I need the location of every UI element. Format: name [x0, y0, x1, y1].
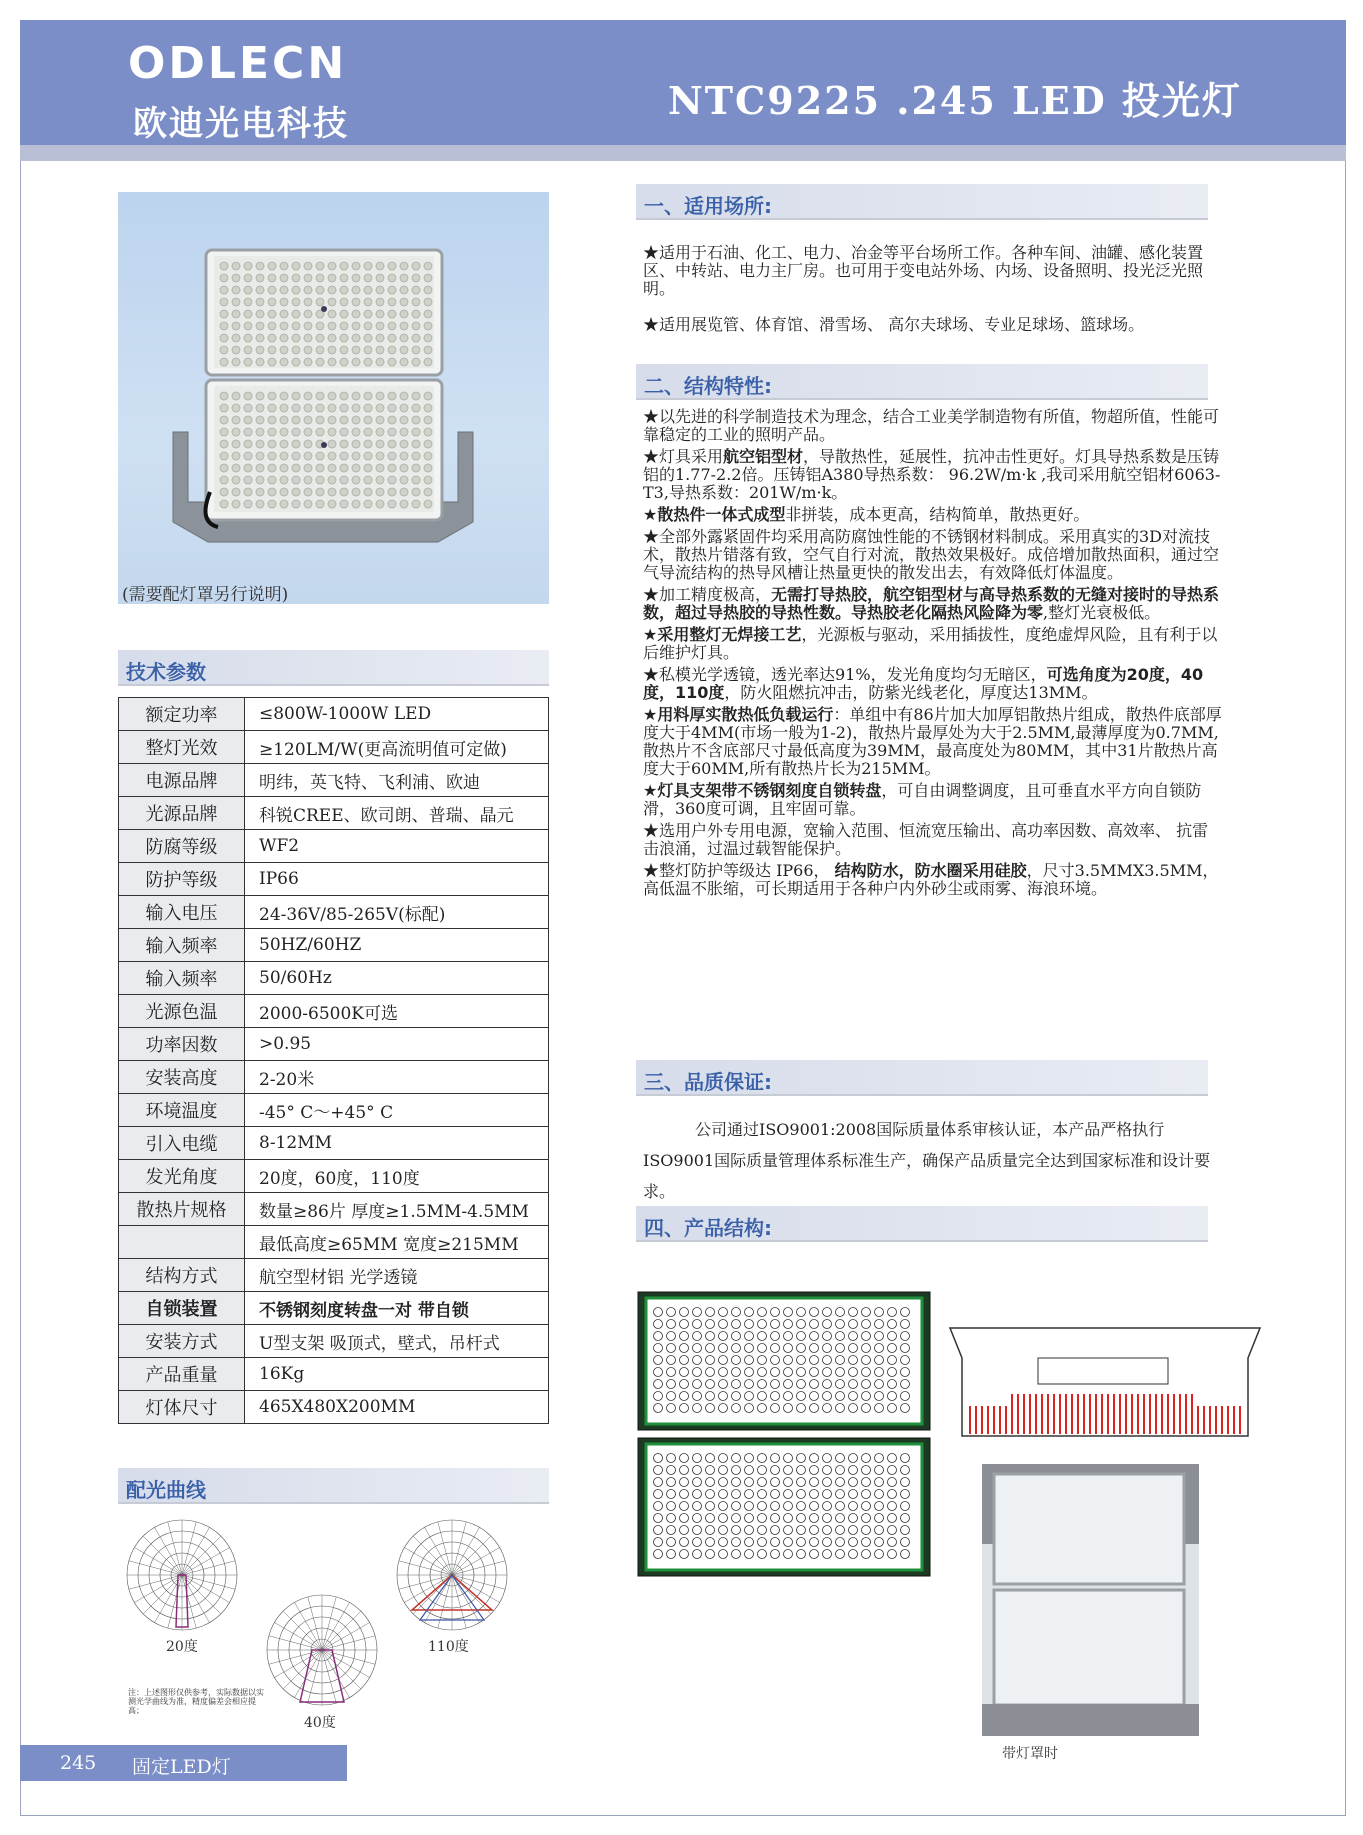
feature-text: ★加工精度极高， — [643, 585, 772, 604]
spec-key: 功率因数 — [119, 1028, 245, 1061]
spec-value: U型支架 吸顶式，壁式，吊杆式 — [245, 1325, 549, 1358]
spec-row — [119, 995, 549, 1028]
spec-value: 2000-6500K可选 — [245, 995, 549, 1028]
feature-highlight: 结构防水，防水圈采用硅胶 — [834, 861, 1027, 880]
spec-row — [119, 1193, 549, 1226]
feature-text: ，可自由调整调度，且可垂直水平方向自锁防滑，360度可调，且牢固可靠。 — [643, 781, 1202, 818]
spec-key: 输入频率 — [119, 929, 245, 962]
spec-value: ≥120LM/W(更高流明值可定做) — [245, 731, 549, 764]
product-photo-with-cover — [982, 1464, 1199, 1736]
section-3-title: 三、品质保证: — [644, 1070, 772, 1094]
feature-text: ，光源板与驱动，采用插拔性，度绝虚焊风险，且有利于以后维护灯具。 — [643, 625, 1218, 662]
spec-row — [119, 731, 549, 764]
spec-row — [119, 1226, 549, 1259]
section-1-bar — [636, 184, 1208, 220]
feature-item — [643, 822, 1223, 858]
spec-row — [119, 1358, 549, 1391]
feature-item — [643, 862, 1223, 898]
spec-row — [119, 962, 549, 995]
spec-key: 输入电压 — [119, 896, 245, 929]
spec-key: 防护等级 — [119, 863, 245, 896]
spec-value: 明纬，英飞特、飞利浦、欧迪 — [245, 764, 549, 797]
brand-logo-cn: 欧迪光电科技 — [133, 104, 349, 144]
spec-value: >0.95 — [245, 1028, 549, 1061]
feature-text: ★以先进的科学制造技术为理念，结合工业美学制造物有所值，物超所值，性能可靠稳定的工业的照明产品。 — [643, 407, 1220, 444]
feature-highlight: 可选角度为20度，40度，110度 — [643, 665, 1204, 702]
spec-key: 防腐等级 — [119, 830, 245, 863]
spec-key: 电源品牌 — [119, 764, 245, 797]
spec-row — [119, 1160, 549, 1193]
feature-text: ★全部外露紧固件均采用高防腐蚀性能的不锈钢材料制成。采用真实的3D对流技术，散热片错落有致，空气自行对流，散热效果极好。成倍增加散热面积，通过空气导流结构的热导风槽让热量更快的散发出去，有效降低灯体温度。 — [643, 527, 1220, 582]
spec-value: WF2 — [245, 830, 549, 863]
curve-label-40: 40度 — [304, 1715, 336, 1731]
feature-item — [643, 706, 1223, 778]
spec-key — [119, 1226, 245, 1259]
floodlight-cover-illustration — [982, 1464, 1199, 1736]
feature-highlight: 散热件一体式成型 — [657, 505, 786, 524]
feature-highlight: 航空铝型材 — [723, 447, 804, 466]
spec-key: 光源品牌 — [119, 797, 245, 830]
spec-row — [119, 1259, 549, 1292]
spec-value: 8-12MM — [245, 1127, 549, 1160]
spec-key: 引入电缆 — [119, 1127, 245, 1160]
feature-highlight: 灯具支架带不锈钢刻度自锁转盘 — [657, 781, 882, 800]
spec-value: ≤800W-1000W LED — [245, 698, 549, 731]
curve-label-20: 20度 — [166, 1639, 198, 1655]
section-4-bar — [636, 1206, 1208, 1242]
section-1-title: 一、适用场所: — [644, 194, 772, 218]
product-photo — [118, 192, 549, 604]
spec-key: 安装方式 — [119, 1325, 245, 1358]
feature-text: ★灯具采用 — [643, 447, 724, 466]
section-2-bar — [636, 364, 1208, 400]
spec-row — [119, 929, 549, 962]
spec-heading-bar — [118, 650, 549, 686]
header-underline — [20, 145, 1346, 161]
spec-key: 整灯光效 — [119, 731, 245, 764]
structure-side-drawing — [948, 1318, 1263, 1443]
section-2-list — [643, 408, 1223, 902]
photo-caption: (需要配灯罩另行说明) — [122, 585, 289, 605]
spec-key: 灯体尺寸 — [119, 1391, 245, 1424]
feature-text: ，防火阻燃抗冲击，防紫光线老化，厚度达13MM。 — [724, 683, 1098, 702]
spec-value: 50/60Hz — [245, 962, 549, 995]
spec-value: -45° C～+45° C — [245, 1094, 549, 1127]
spec-row — [119, 1028, 549, 1061]
spec-value: IP66 — [245, 863, 549, 896]
feature-item — [643, 666, 1223, 702]
spec-key: 安装高度 — [119, 1061, 245, 1094]
curve-label-110: 110度 — [428, 1639, 469, 1655]
feature-item — [643, 528, 1223, 582]
feature-text: ★ — [643, 505, 658, 524]
section-1-para-1: ★适用于石油、化工、电力、冶金等平台场所工作。各种车间、油罐、感化装置区、中转站、电力主厂房。也可用于变电站外场、内场、设备照明、投光泛光照明。 — [643, 243, 1204, 298]
spec-row — [119, 896, 549, 929]
feature-text: ★ — [643, 625, 658, 644]
spec-key: 产品重量 — [119, 1358, 245, 1391]
spec-row — [119, 1061, 549, 1094]
spec-value: 24-36V/85-265V(标配) — [245, 896, 549, 929]
feature-text: ★ — [643, 781, 658, 800]
feature-item — [643, 782, 1223, 818]
spec-table — [118, 697, 549, 1424]
spec-key: 自锁装置 — [119, 1292, 245, 1325]
document-title: NTC9225 .245 LED 投光灯 — [668, 78, 1242, 123]
curve-note: 注：上述图形仅供参考，实际数据以实测光学曲线为准，精度偏差会相应提高； — [128, 1688, 264, 1715]
spec-value: 科锐CREE、欧司朗、普瑞、晶元 — [245, 797, 549, 830]
spec-value: 2-20米 — [245, 1061, 549, 1094]
floodlight-illustration — [118, 192, 549, 604]
curve-heading-bar — [118, 1468, 549, 1504]
feature-item — [643, 626, 1223, 662]
section-4-title: 四、产品结构: — [644, 1216, 772, 1240]
structure-front-drawing — [636, 1290, 936, 1580]
section-2-title: 二、结构特性: — [644, 374, 772, 398]
feature-item — [643, 586, 1223, 622]
spec-value: 50HZ/60HZ — [245, 929, 549, 962]
footer-bar — [20, 1745, 347, 1781]
feature-highlight: 采用整灯无焊接工艺 — [657, 625, 802, 644]
spec-row — [119, 764, 549, 797]
feature-text: ，导散热性，延展性，抗冲击性更好。灯具导热系数是压铸铝的1.77-2.2倍。压铸铝A380导热系数： 96.2W/m·k ,我司采用航空铝材6063-T3,导热系数：201W/m·k。 — [643, 447, 1221, 502]
spec-value: 最低高度≥65MM 宽度≥215MM — [245, 1226, 549, 1259]
spec-row — [119, 698, 549, 731]
feature-item — [643, 448, 1223, 502]
footer-page-number: 245 — [60, 1752, 97, 1774]
footer-label: 固定LED灯 — [132, 1756, 231, 1778]
feature-text: 非拼装，成本更高，结构简单，散热更好。 — [785, 505, 1090, 524]
curve-heading: 配光曲线 — [126, 1478, 206, 1502]
spec-row — [119, 830, 549, 863]
polar-curve-20 — [122, 1515, 242, 1640]
spec-key: 输入频率 — [119, 962, 245, 995]
spec-row — [119, 1325, 549, 1358]
spec-key: 发光角度 — [119, 1160, 245, 1193]
feature-highlight: 无需打导热胶，航空铝型材与高导热系数的无缝对接时的导热系数，超过导热胶的导热性数。导热胶老化隔热风险降为零 — [643, 585, 1220, 622]
feature-text: ★私模光学透镜，透光率达91%，发光角度均匀无暗区， — [643, 665, 1047, 684]
section-3-text: 公司通过ISO9001:2008国际质量体系审核认证，本产品严格执行ISO9001国际质量管理体系标准生产，确保产品质量完全达到国家标准和设计要求。 — [643, 1120, 1211, 1201]
spec-key: 光源色温 — [119, 995, 245, 1028]
feature-text: ★选用户外专用电源，宽输入范围、恒流宽压输出、高功率因数、高效率、 抗雷击浪涌，过温过载智能保护。 — [643, 821, 1209, 858]
spec-row — [119, 1391, 549, 1424]
polar-curve-110 — [392, 1515, 512, 1640]
spec-value: 465X480X200MM — [245, 1391, 549, 1424]
spec-key: 环境温度 — [119, 1094, 245, 1127]
spec-row — [119, 797, 549, 830]
feature-highlight: 用料厚实散热低负载运行 — [657, 705, 834, 724]
spec-key: 结构方式 — [119, 1259, 245, 1292]
feature-text: ，尺寸3.5MMX3.5MM，高低温不胀缩，可长期适用于各种户内外砂尘或雨雾、海浪环境。 — [643, 861, 1219, 898]
feature-item — [643, 506, 1223, 524]
cover-caption: 带灯罩时 — [1002, 1746, 1058, 1762]
polar-curve-40 — [262, 1590, 382, 1715]
spec-value: 20度，60度，110度 — [245, 1160, 549, 1193]
feature-text: ,整灯光衰极低。 — [1043, 603, 1161, 622]
section-3-bar — [636, 1060, 1208, 1096]
feature-item — [643, 408, 1223, 444]
spec-value: 不锈钢刻度转盘一对 带自锁 — [245, 1292, 549, 1325]
spec-key: 散热片规格 — [119, 1193, 245, 1226]
spec-value: 航空型材铝 光学透镜 — [245, 1259, 549, 1292]
spec-key: 额定功率 — [119, 698, 245, 731]
spec-row — [119, 1094, 549, 1127]
spec-row — [119, 863, 549, 896]
spec-row — [119, 1127, 549, 1160]
feature-text: ★整灯防护等级达 IP66， — [643, 861, 835, 880]
feature-text: ★ — [643, 705, 658, 724]
spec-heading: 技术参数 — [126, 660, 206, 684]
spec-value: 16Kg — [245, 1358, 549, 1391]
section-1-para-2: ★适用展览管、体育馆、滑雪场、 高尔夫球场、专业足球场、篮球场。 — [643, 315, 1145, 334]
spec-value: 数量≥86片 厚度≥1.5MM-4.5MM — [245, 1193, 549, 1226]
feature-text: ：单组中有86片加大加厚铝散热片组成，散热件底部厚度大于4MM(市场一般为1-2)，散热片最厚处为大于2.5MM,最薄厚度为0.7MM,散热片不含底部尺寸最低高度为39MM，最高度处为80MM，其中31片散热片高度大于60MM,所有散热片长为215MM。 — [643, 705, 1222, 778]
brand-logo-en: ODLECN — [128, 38, 348, 89]
spec-row — [119, 1292, 549, 1325]
